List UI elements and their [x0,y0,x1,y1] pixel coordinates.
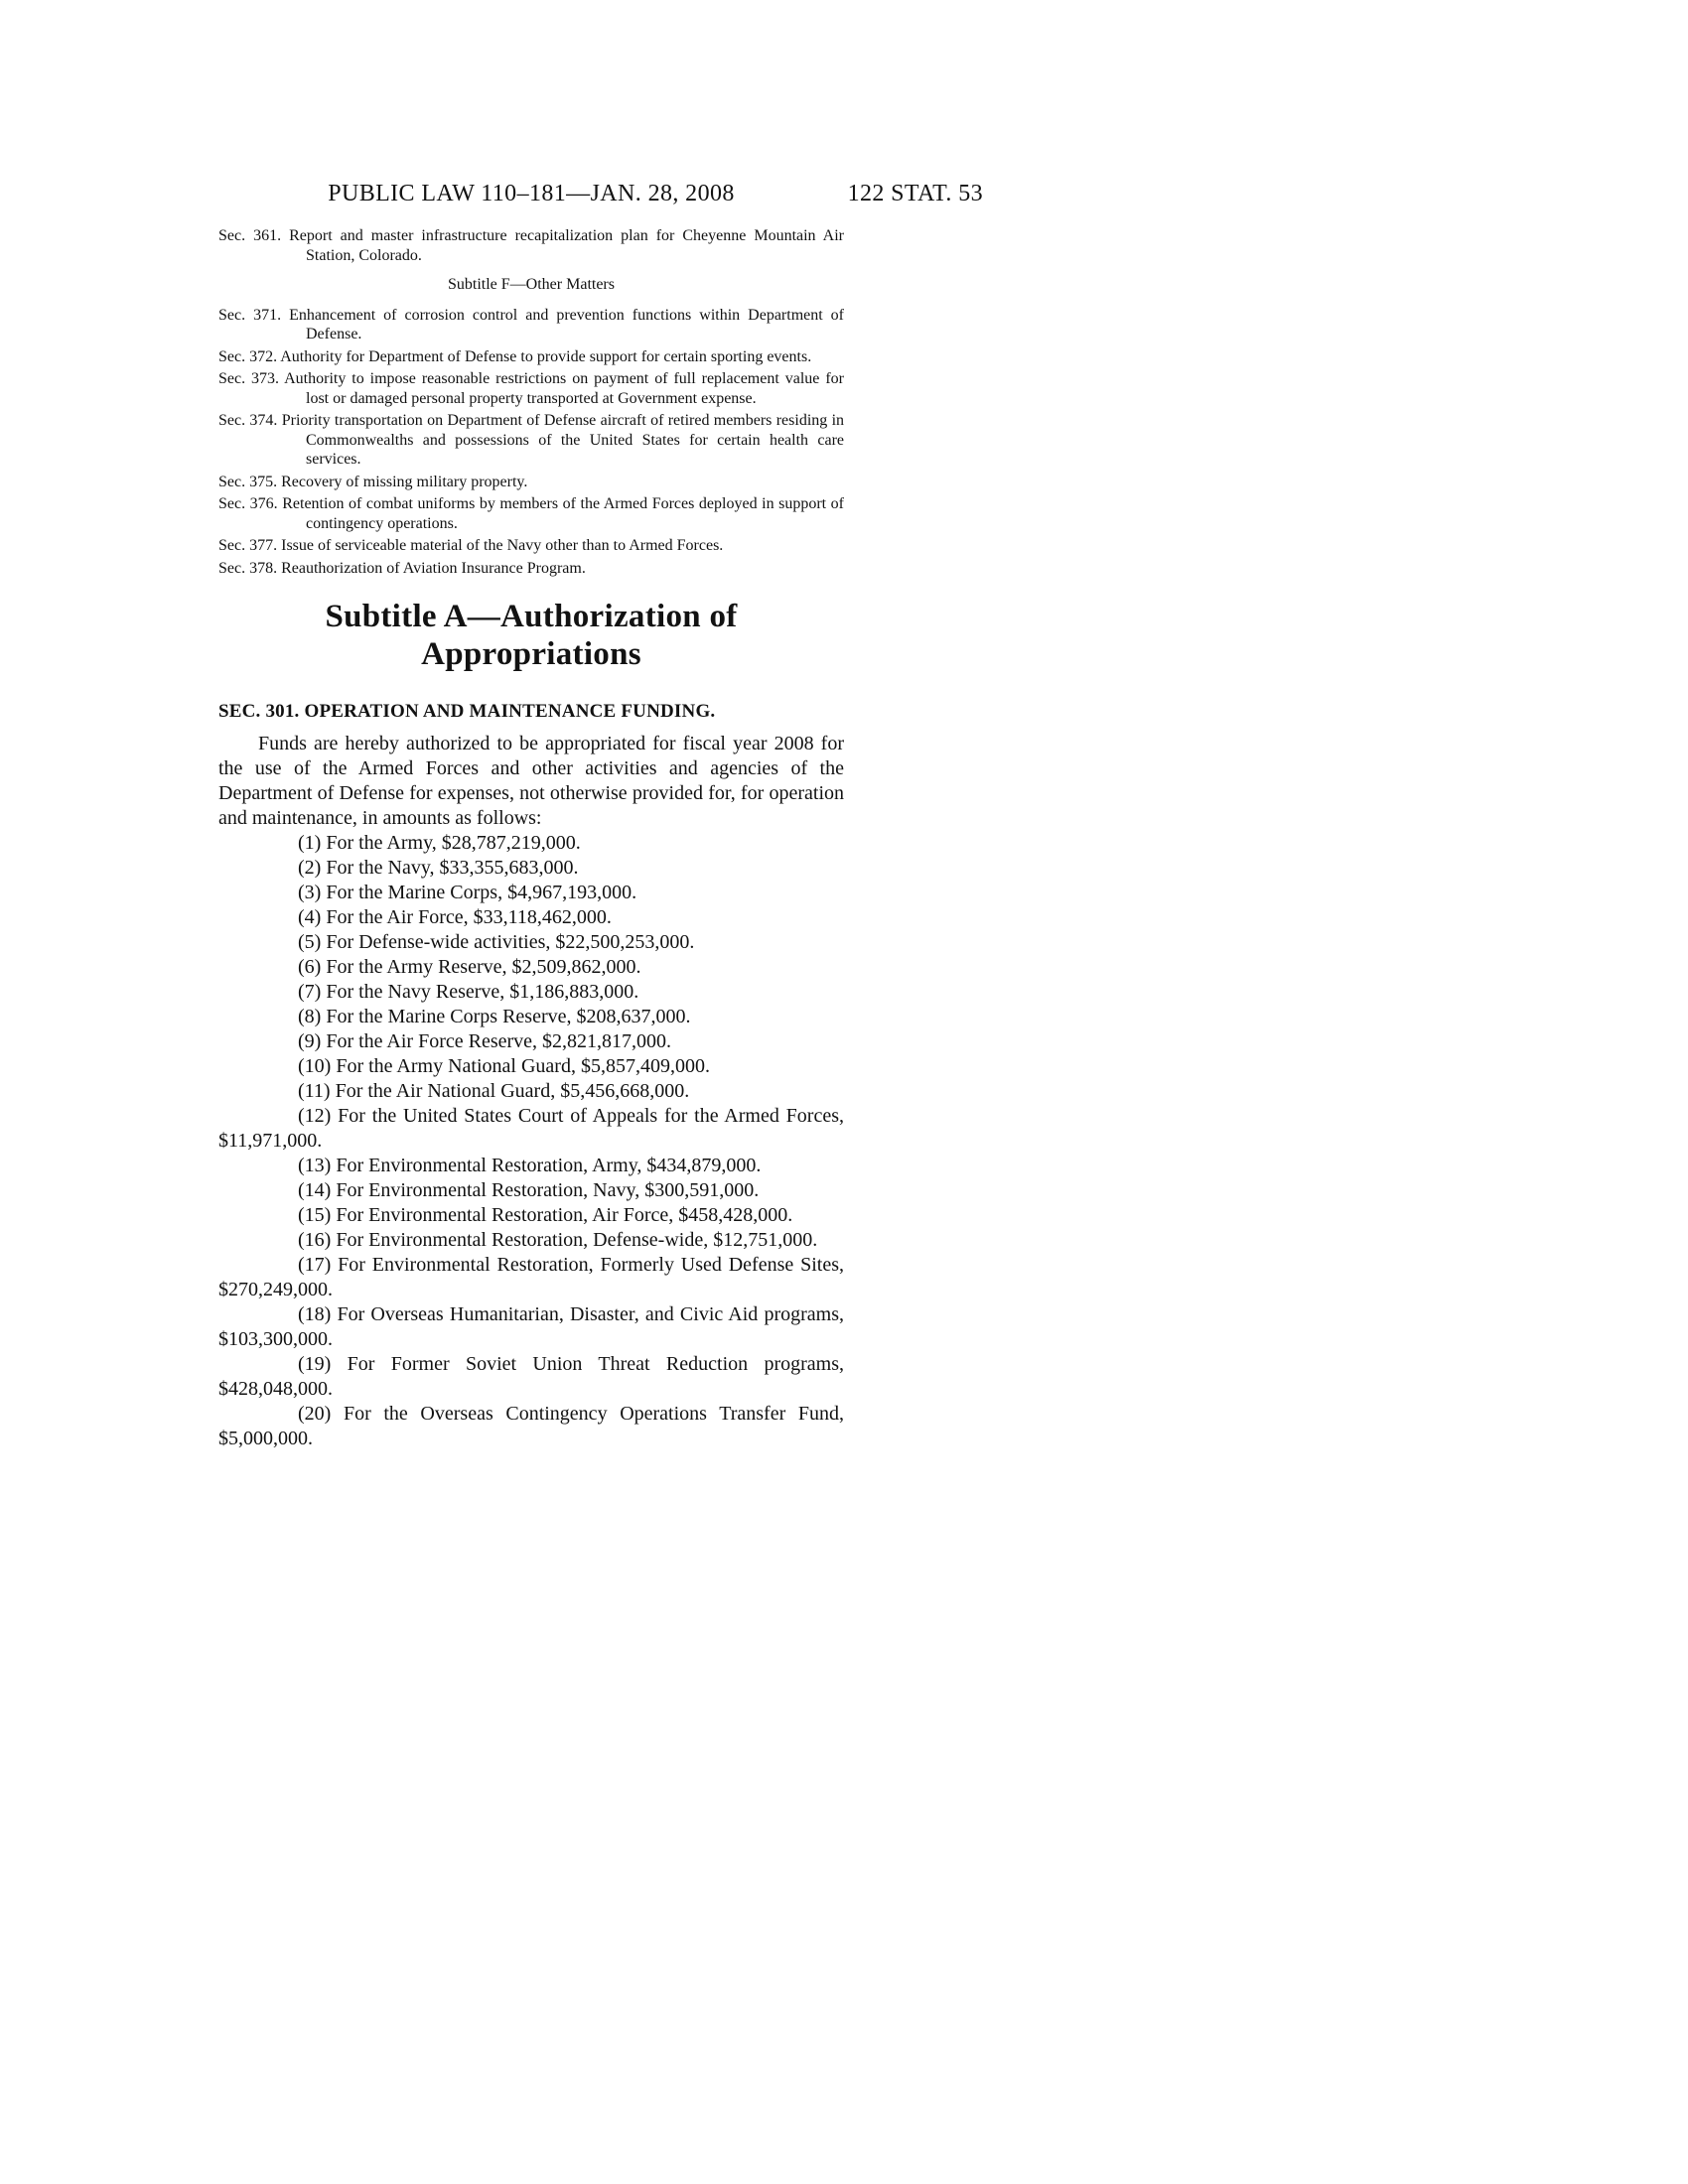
toc-entry-label: Sec. 375. [218,473,278,490]
toc-entry-text: Recovery of missing military property. [281,473,528,490]
toc-entry-text: Enhancement of corrosion control and prevention functions within Department of Defense. [289,306,845,342]
funding-item-5: (5) For Defense-wide activities, $22,500,253,000. [298,931,695,953]
funding-item-3: (3) For the Marine Corps, $4,967,193,000. [298,882,637,903]
law-title: PUBLIC LAW 110–181—JAN. 28, 2008 [328,181,735,206]
funding-item-12: (12) For the United States Court of Appeals for the Armed Forces, $11,971,000. [218,1105,844,1152]
funding-item-14: (14) For Environmental Restoration, Navy, $300,591,000. [298,1179,760,1201]
toc-entry-375 [218,473,844,492]
funding-item-9: (9) For the Air Force Reserve, $2,821,817,000. [298,1030,672,1052]
toc-entry-label: Sec. 361. [218,227,282,244]
funding-item-10: (10) For the Army National Guard, $5,857,409,000. [298,1055,710,1077]
stat-page-number: 122 STAT. 53 [847,181,983,206]
section-301-heading: SEC. 301. OPERATION AND MAINTENANCE FUNDING. [218,701,716,722]
table-of-contents [218,226,844,578]
toc-entry-text: Issue of serviceable material of the Navy other than to Armed Forces. [281,537,724,554]
funding-item-6: (6) For the Army Reserve, $2,509,862,000. [298,956,641,978]
funding-item-7: (7) For the Navy Reserve, $1,186,883,000. [298,981,639,1003]
toc-entry-377 [218,536,844,556]
toc-entry-text: Retention of combat uniforms by members of the Armed Forces deployed in support of contingency operations. [282,495,845,532]
toc-entry-label: Sec. 376. [218,495,278,512]
toc-entry-text: Report and master infrastructure recapitalization plan for Cheyenne Mountain Air Station, Colorado. [289,227,845,264]
subtitle-a-heading-line2: Appropriations [421,636,641,672]
toc-entry-label: Sec. 372. [218,347,278,365]
funding-item-2: (2) For the Navy, $33,355,683,000. [298,857,579,879]
toc-entry-361 [218,226,844,265]
toc-entry-label: Sec. 374. [218,412,278,429]
funding-item-13: (13) For Environmental Restoration, Army, $434,879,000. [298,1155,762,1176]
funding-items-list [218,831,844,1451]
intro-paragraph: Funds are hereby authorized to be appropriated for fiscal year 2008 for the use of the Armed Forces and other activities and agencies of the Department of Defense for expenses, not otherwise provided for, for operation and maintenance, in amounts as follows: [218,733,844,829]
funding-item-17: (17) For Environmental Restoration, Formerly Used Defense Sites, $270,249,000. [218,1254,844,1300]
toc-subtitle-f-heading: Subtitle F—Other Matters [448,276,615,293]
funding-item-16: (16) For Environmental Restoration, Defense-wide, $12,751,000. [298,1229,818,1251]
funding-item-19: (19) For Former Soviet Union Threat Reduction programs, $428,048,000. [218,1353,844,1400]
toc-entry-378 [218,559,844,579]
funding-item-18: (18) For Overseas Humanitarian, Disaster, and Civic Aid programs, $103,300,000. [218,1303,844,1350]
subtitle-a-heading-line1: Subtitle A—Authorization of [325,599,738,634]
toc-entry-label: Sec. 373. [218,370,280,387]
toc-entry-374 [218,411,844,470]
toc-entry-label: Sec. 371. [218,306,282,324]
funding-item-8: (8) For the Marine Corps Reserve, $208,637,000. [298,1006,691,1027]
toc-entry-label: Sec. 377. [218,537,278,554]
page-content [218,226,844,1451]
toc-entry-label: Sec. 378. [218,559,278,577]
funding-item-11: (11) For the Air National Guard, $5,456,668,000. [298,1080,690,1102]
subtitle-a-heading [218,598,844,673]
toc-entry-text: Priority transportation on Department of Defense aircraft of retired members residing in Commonwealths and possessions of the United States for certain health care services. [281,412,845,468]
funding-item-20: (20) For the Overseas Contingency Operations Transfer Fund, $5,000,000. [218,1403,844,1449]
toc-entry-text: Reauthorization of Aviation Insurance Program. [281,559,586,577]
funding-item-15: (15) For Environmental Restoration, Air Force, $458,428,000. [298,1204,793,1226]
toc-entry-376 [218,494,844,533]
toc-entry-text: Authority to impose reasonable restrictions on payment of full replacement value for lost or damaged personal property transported at Government expense. [284,370,844,407]
page-header [218,181,983,207]
toc-entry-372 [218,347,844,367]
toc-entry-text: Authority for Department of Defense to provide support for certain sporting events. [280,347,812,365]
funding-item-4: (4) For the Air Force, $33,118,462,000. [298,906,612,928]
funding-item-1: (1) For the Army, $28,787,219,000. [298,832,581,854]
toc-entry-371 [218,306,844,344]
toc-entry-373 [218,369,844,408]
